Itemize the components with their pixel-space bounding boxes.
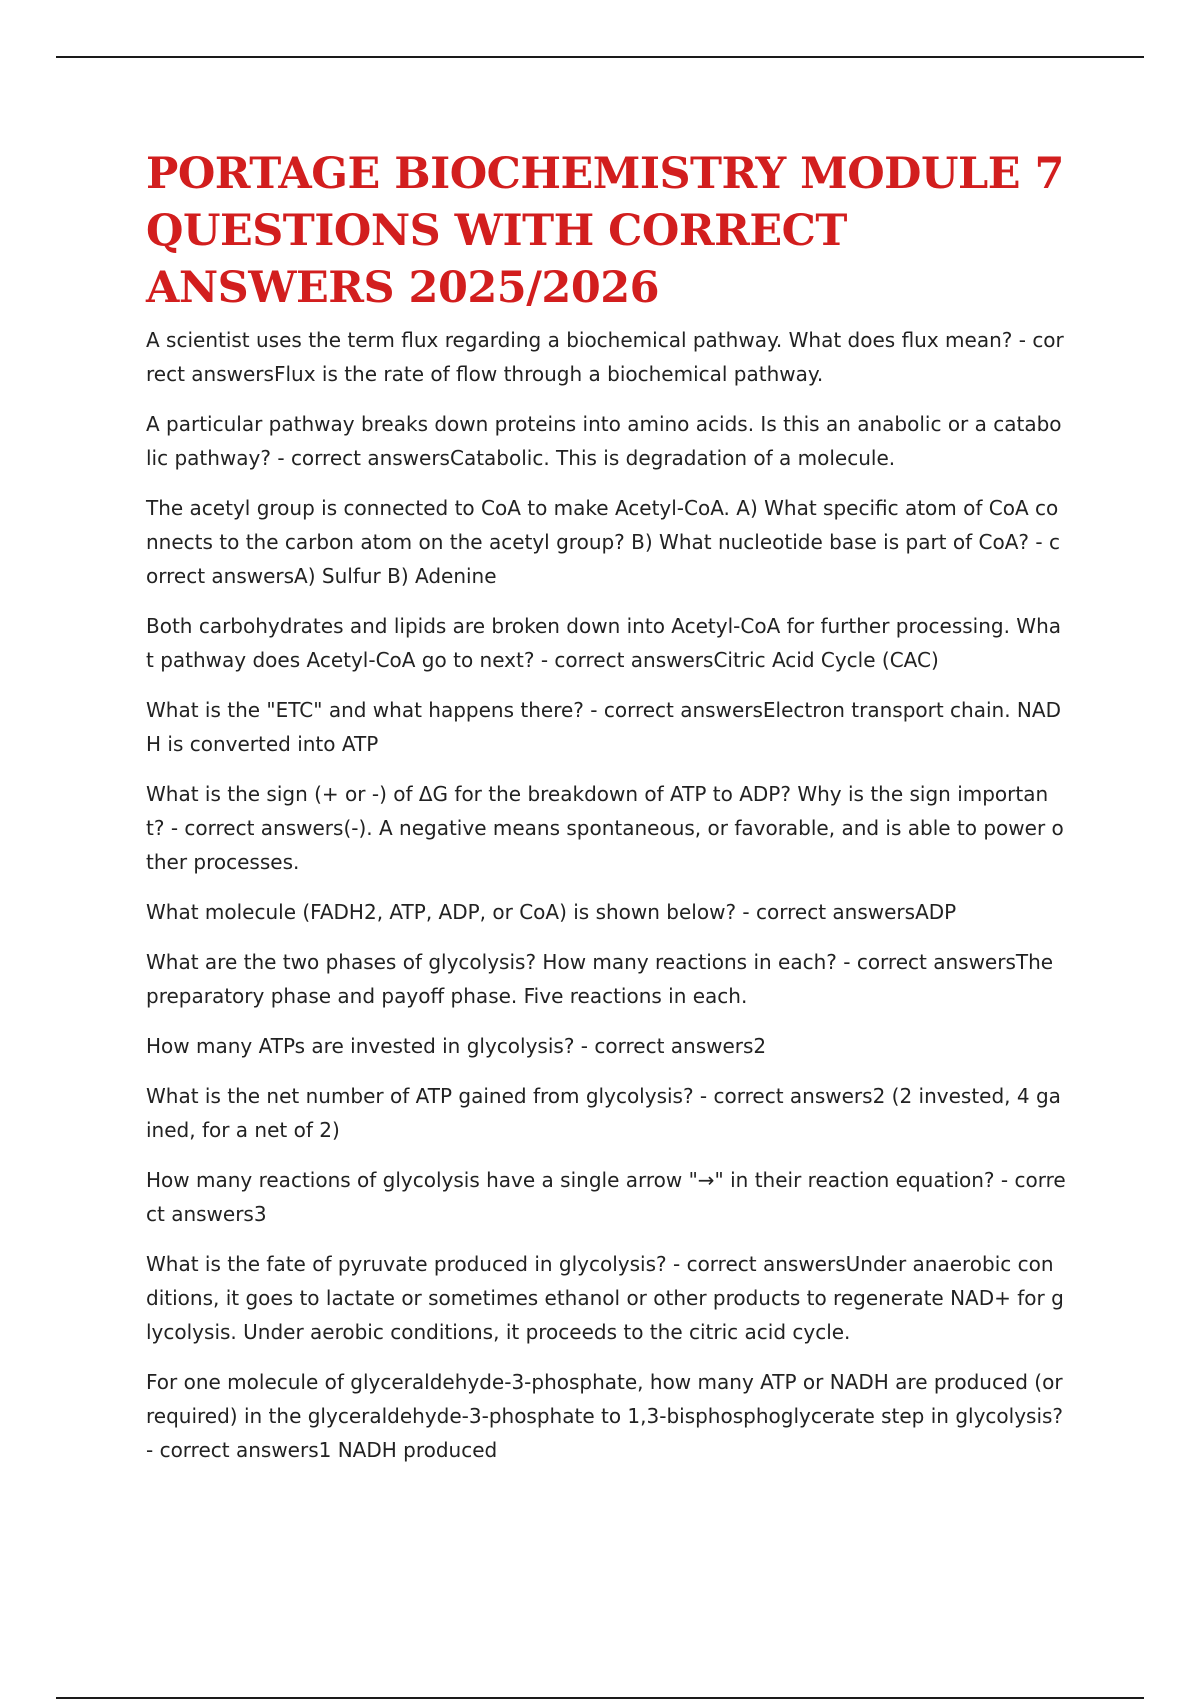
separator: - xyxy=(693,1084,714,1108)
qa-list xyxy=(146,323,1066,1467)
answer-label: correct answers xyxy=(554,648,714,672)
question-text: What are the two phases of glycolysis? How many reactions in each? xyxy=(146,950,837,974)
qa-item xyxy=(146,1365,1066,1467)
answer-label: correct answers xyxy=(756,900,916,924)
separator: - xyxy=(836,950,857,974)
qa-item xyxy=(146,1079,1066,1147)
qa-item xyxy=(146,609,1066,677)
answer-label: correct answers xyxy=(290,446,450,470)
qa-item xyxy=(146,1029,1066,1063)
answer-label: correct answers xyxy=(603,698,763,722)
question-text: What molecule (FADH2, ATP, ADP, or CoA) is shown below? xyxy=(146,900,737,924)
answer-label: correct answers xyxy=(159,1438,319,1462)
question-text: For one molecule of glyceraldehyde-3-phosphate, how many ATP or NADH are produced (or required) in the glyceraldehyde-3-phosphate to 1,3-bisphosphoglycerate step in glycolysis? xyxy=(146,1370,1064,1428)
separator: - xyxy=(271,446,291,470)
answer-text: Catabolic. This is degradation of a molecule. xyxy=(449,446,896,470)
separator: - xyxy=(146,1438,160,1462)
qa-item xyxy=(146,777,1066,879)
question-text: A particular pathway breaks down proteins into amino acids. Is this an anabolic or a catabolic pathway? xyxy=(146,412,1062,470)
qa-item xyxy=(146,323,1066,391)
qa-item xyxy=(146,693,1066,761)
question-text: How many reactions of glycolysis have a single arrow "→" in their reaction equation? xyxy=(146,1168,995,1192)
qa-item xyxy=(146,491,1066,593)
answer-label: correct answers xyxy=(594,1034,754,1058)
question-text: What is the sign (+ or -) of ΔG for the breakdown of ATP to ADP? Why is the sign important? xyxy=(146,782,1049,840)
separator: - xyxy=(666,1252,687,1276)
bottom-rule xyxy=(56,1697,1144,1699)
question-text: What is the net number of ATP gained from glycolysis? xyxy=(146,1084,694,1108)
question-text: What is the "ETC" and what happens there? xyxy=(146,698,584,722)
answer-text: Citric Acid Cycle (CAC) xyxy=(713,648,939,672)
document-body xyxy=(146,146,1066,1483)
separator: - xyxy=(1012,328,1033,352)
question-text: How many ATPs are invested in glycolysis? xyxy=(146,1034,575,1058)
separator: - xyxy=(583,698,604,722)
answer-text: 2 (2 invested, 4 gained, for a net of 2) xyxy=(146,1084,1061,1142)
question-text: A scientist uses the term flux regarding a biochemical pathway. What does flux mean? xyxy=(146,328,1013,352)
answer-label: correct answers xyxy=(713,1084,873,1108)
top-rule xyxy=(56,56,1144,58)
question-text: Both carbohydrates and lipids are broken down into Acetyl-CoA for further processing. What pathway does Acetyl-CoA go to next? xyxy=(146,614,1062,672)
separator: - xyxy=(574,1034,595,1058)
separator: - xyxy=(994,1168,1015,1192)
answer-label: correct answers xyxy=(184,816,344,840)
document-title: PORTAGE BIOCHEMISTRY MODULE 7 QUESTIONS WITH CORRECT ANSWERS 2025/2026 xyxy=(146,149,1064,313)
answer-label: correct answers xyxy=(146,530,1060,588)
qa-item xyxy=(146,407,1066,475)
answer-text: Electron transport chain. NADH is converted into ATP xyxy=(146,698,1061,756)
qa-item xyxy=(146,1163,1066,1231)
answer-text: The preparatory phase and payoff phase. Five reactions in each. xyxy=(146,950,1054,1008)
separator: - xyxy=(736,900,757,924)
separator: - xyxy=(1029,530,1049,554)
answer-label: correct answers xyxy=(686,1252,846,1276)
answer-text: ADP xyxy=(915,900,957,924)
qa-item xyxy=(146,895,1066,929)
answer-label: correct answers xyxy=(146,328,1064,386)
answer-text: 2 xyxy=(753,1034,767,1058)
answer-text: Under anaerobic conditions, it goes to lactate or sometimes ethanol or other products to regenerate NAD+ for glycolysis. Under aerobic conditions, it proceeds to the citric acid cycle. xyxy=(146,1252,1064,1344)
answer-text: Flux is the rate of flow through a biochemical pathway. xyxy=(273,362,824,386)
question-text: What is the fate of pyruvate produced in glycolysis? xyxy=(146,1252,667,1276)
separator: - xyxy=(164,816,185,840)
answer-label: correct answers xyxy=(856,950,1016,974)
qa-item xyxy=(146,1247,1066,1349)
answer-text: 3 xyxy=(253,1202,267,1226)
separator: - xyxy=(534,648,555,672)
qa-item xyxy=(146,945,1066,1013)
answer-text: (-). A negative means spontaneous, or favorable, and is able to power other processes. xyxy=(146,816,1064,874)
question-text: The acetyl group is connected to CoA to make Acetyl-CoA. A) What specific atom of CoA connects to the carbon atom on the acetyl group? B) What nucleotide base is part of CoA? xyxy=(146,496,1059,554)
answer-text: A) Sulfur B) Adenine xyxy=(294,564,497,588)
answer-label: correct answers xyxy=(146,1168,1066,1226)
answer-text: 1 NADH produced xyxy=(318,1438,498,1462)
